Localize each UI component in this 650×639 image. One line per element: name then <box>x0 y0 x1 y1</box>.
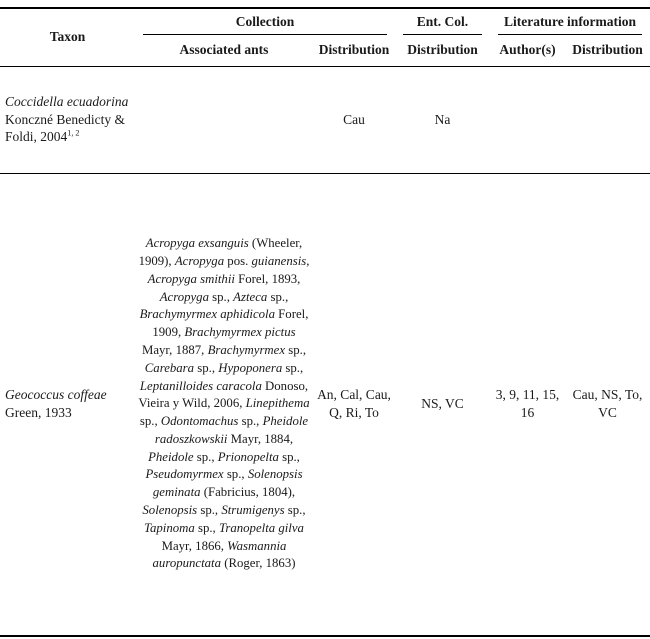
authors-cell: 3, 9, 11, 15, 16 <box>495 387 560 421</box>
ent-col-distribution-cell: Na <box>395 66 490 173</box>
column-header-authors: Author(s) <box>490 35 565 66</box>
ent-col-distribution-cell: NS, VC <box>421 396 464 412</box>
group-header-collection: Collection <box>135 8 395 35</box>
literature-distribution-cell: Cau, NS, To, VC <box>572 387 643 421</box>
associated-ants-cell <box>135 66 313 173</box>
literature-distribution-cell <box>565 66 650 173</box>
taxon-cell: Coccidella ecuadorina Konczné Benedicty & Foldi, 2004$^{1, 2}$ <box>0 66 135 173</box>
authors-cell <box>490 66 565 173</box>
header-group-row <box>0 8 650 35</box>
table-row-geococcus-coffeae <box>0 173 650 636</box>
column-header-ent-col-distribution: Distribution <box>395 35 490 66</box>
column-header-collection-distribution: Distribution <box>313 35 395 66</box>
column-header-literature-distribution: Distribution <box>565 35 650 66</box>
associated-ants-cell: Acropyga exsanguis (Wheeler, 1909), Acropyga pos. guianensis, Acropyga smithii Forel, 1893, Acropyga sp., Azteca sp., Brachymyrmex aphidicola Forel, 1909, Brachymyrmex pictus Mayr, 1887, Brachymyrmex sp., Carebara sp., Hypoponera sp., Leptanilloides caracola Donoso, Vieira y Wild, 2006, Linepithema sp., Odontomachus sp., Pheidole radoszkowskii Mayr, 1884, Pheidole sp., Prionopelta sp., Pseudomyrmex sp., Solenopsis geminata (Fabricius, 1804), Solenopsis sp., Strumigenys sp., Tapinoma sp., Tranopelta gilva Mayr, 1866, Wasmannia auropunctata (Roger, 1863) <box>138 236 310 571</box>
column-header-taxon: Taxon <box>0 8 135 66</box>
table-row-coccidella-ecuadorina <box>0 66 650 173</box>
column-header-associated-ants: Associated ants <box>135 35 313 66</box>
taxon-cell: Geococcus coffeae Green, 1933 <box>5 387 107 421</box>
group-header-ent-col: Ent. Col. <box>395 8 490 35</box>
taxa-table <box>0 7 650 637</box>
collection-distribution-cell: An, Cal, Cau, Q, Ri, To <box>317 387 391 421</box>
collection-distribution-cell: Cau <box>313 66 395 173</box>
group-header-literature-information: Literature information <box>490 8 650 35</box>
